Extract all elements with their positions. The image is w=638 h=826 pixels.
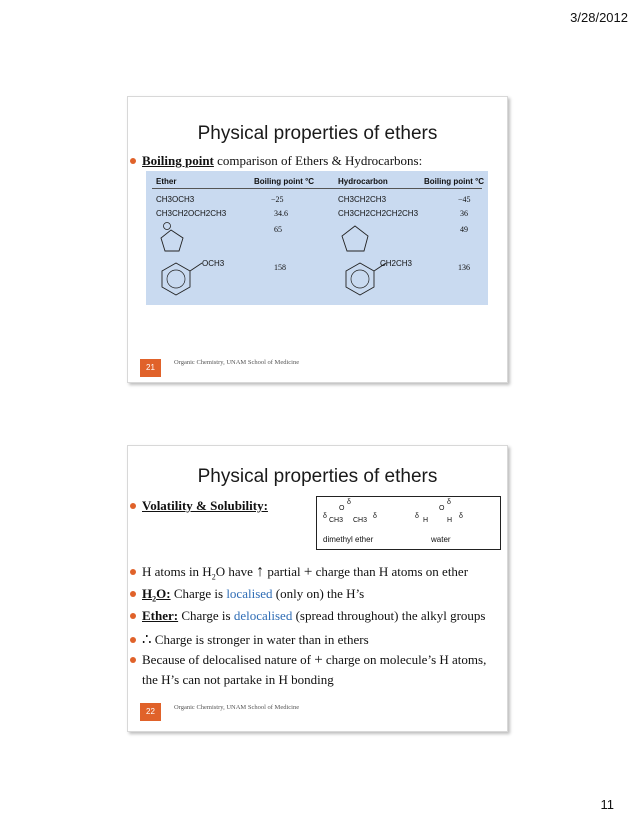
delta-label: δ (459, 513, 463, 520)
delta-label: δ (447, 499, 451, 506)
slide-footer: Organic Chemistry, UNAM School of Medicine (174, 704, 300, 711)
bullet-dot-icon (130, 158, 136, 164)
dimethyl-ether-water-image (316, 496, 501, 550)
ether-bp: 65 (274, 225, 282, 234)
ether-bp: −25 (271, 195, 284, 204)
hydrocarbon-formula: CH3CH2CH2CH2CH3 (338, 209, 419, 218)
bullet-delocalised-continued: the H’s can not partake in H bonding (142, 672, 334, 687)
up-arrow-icon: ↑ (256, 563, 265, 580)
hydrogen-label: H (447, 517, 453, 524)
boiling-point-table (146, 171, 488, 305)
bullet-delocalised: Because of delocalised nature of + charge on molecule’s H atoms, (130, 652, 486, 669)
therefore-icon: ∴ (142, 632, 152, 648)
bullet-water-charge: $H_2O$: Charge is localised (only on) the H’s (130, 586, 364, 604)
anisole-structure (158, 259, 206, 301)
delta-label: δ (347, 499, 351, 506)
bullet-h-atoms: H atoms in $H_2O$ have ↑ partial + charge than H atoms on ether (130, 563, 468, 582)
hydrocarbon-bp: 49 (460, 225, 468, 234)
slide-number-badge: 22 (140, 703, 161, 721)
bullet-dot-icon (130, 569, 136, 575)
slide-21 (127, 96, 508, 383)
delta-label: δ (415, 513, 419, 520)
table-header: Hydrocarbon (338, 177, 388, 186)
slide-title: Physical properties of ethers (197, 466, 438, 487)
page-number: 11 (600, 797, 614, 812)
ether-formula: CH3CH2OCH2CH3 (156, 209, 227, 218)
water-label: water (431, 535, 451, 544)
delta-label: δ (373, 513, 377, 520)
cyclopentane-structure (340, 223, 380, 263)
delta-label: δ (323, 513, 327, 520)
table-divider (152, 188, 482, 189)
bullet-dot-icon (130, 613, 136, 619)
bullet-dot-icon (130, 657, 136, 663)
slide-footer: Organic Chemistry, UNAM School of Medicine (174, 359, 300, 366)
bullet-dot-icon (130, 637, 136, 643)
hydrocarbon-substituent: CH2CH3 (380, 259, 413, 268)
ether-formula: CH3OCH3 (156, 195, 195, 204)
tetrahydrofuran-structure (158, 221, 198, 261)
bullet-dot-icon (130, 591, 136, 597)
dimethyl-ether-label: dimethyl ether (323, 535, 374, 544)
slide-title: Physical properties of ethers (197, 123, 438, 144)
bullet-dot-icon (130, 503, 136, 509)
ether-bp: 34.6 (274, 209, 288, 218)
bullet-ether-charge: Ether: Charge is delocalised (spread throughout) the alkyl groups (130, 608, 485, 624)
slide-22 (127, 445, 508, 732)
table-header: Boiling point °C (254, 177, 315, 186)
oxygen-label: O (339, 505, 345, 512)
bullet-boiling-point: Boiling point comparison of Ethers & Hydrocarbons: (130, 153, 422, 169)
methyl-label: CH3 (329, 517, 344, 524)
hydrocarbon-bp: 36 (460, 209, 468, 218)
ether-substituent: OCH3 (202, 259, 225, 268)
hydrocarbon-formula: CH3CH2CH3 (338, 195, 387, 204)
bullet-volatility: Volatility & Solubility: (130, 498, 268, 514)
hydrogen-label: H (423, 517, 429, 524)
bullet-therefore: ∴ Charge is stronger in water than in ethers (130, 630, 369, 649)
slide-number-badge: 21 (140, 359, 161, 377)
hydrocarbon-bp: 136 (458, 263, 470, 272)
hydrocarbon-bp: −45 (458, 195, 471, 204)
date-stamp: 3/28/2012 (570, 10, 628, 25)
table-header: Ether (156, 177, 177, 186)
oxygen-label: O (439, 505, 445, 512)
ether-bp: 158 (274, 263, 286, 272)
table-header: Boiling point °C (424, 177, 485, 186)
methyl-label: CH3 (353, 517, 368, 524)
